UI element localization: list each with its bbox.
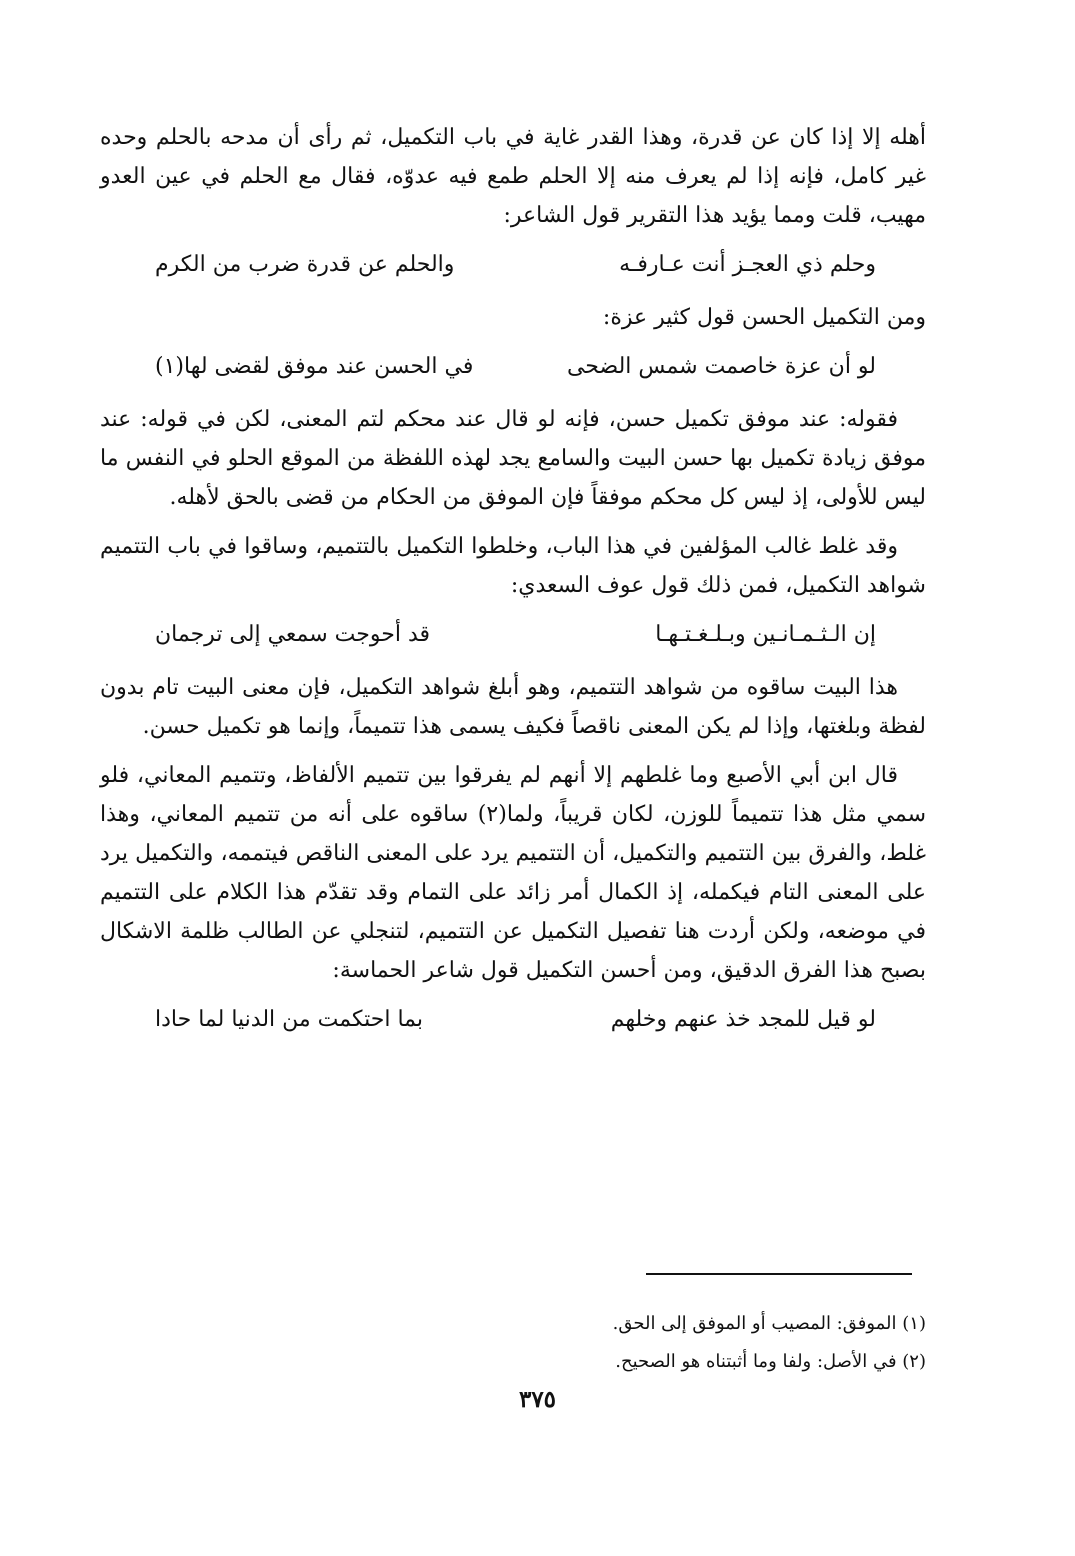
footnotes	[300, 1305, 926, 1381]
paragraph: قال ابن أبي الأصبع وما غلطهم إلا أنهم لم يفرقوا بين تتميم الألفاظ، وتتميم المعاني، فلو سمي مثل هذا تتميماً للوزن، لكان قريباً، ولما(٢) ساقوه على أنه من تتميم المعاني، وهذا غلط، والفرق بين التتميم والتكميل، أن التتميم يرد على المعنى الناقص فيتممه، والتكميل يرد على المعنى التام فيكمله، إذ الكمال أمر زائد على التمام وقد تقدّم هذا الكلام على التتميم في موضعه، ولكن أردت هنا تفصيل التكميل عن التتميم، لتنجلي عن الطالب ظلمة الاشكال بصبح هذا الفرق الدقيق، ومن أحسن التكميل قول شاعر الحماسة:	[100, 763, 927, 983]
verse-second-hemistich: قد أحوجت سمعي إلى ترجمان	[155, 622, 431, 647]
page-number: ٣٧٥	[518, 1386, 557, 1413]
verse-first-hemistich: إن الـثـمـانـين وبـلـغـتـهـا	[655, 622, 876, 647]
footnote-divider	[646, 1273, 912, 1275]
paragraph: وقد غلط غالب المؤلفين في هذا الباب، وخلطوا التكميل بالتتميم، وساقوا في باب التتميم شواهد التكميل، فمن ذلك قول عوف السعدي:	[100, 534, 926, 598]
verse-line	[100, 245, 926, 284]
verse-line	[100, 347, 926, 386]
footnote-1: (١) الموفق: المصيب أو الموفق إلى الحق.	[612, 1313, 926, 1334]
verse-first-hemistich: لو قيل للمجد خذ عنهم وخلهم	[610, 1007, 876, 1032]
verse-second-hemistich: في الحسن عند موفق لقضى لها(١)	[155, 354, 474, 379]
verse-second-hemistich: بما احتكمت من الدنيا لما حادا	[155, 1007, 424, 1032]
main-text	[100, 118, 926, 1053]
verse-line	[100, 1000, 926, 1039]
verse-line	[100, 615, 926, 654]
paragraph: فقوله: عند موفق تكميل حسن، فإنه لو قال عند محكم لتم المعنى، لكن في قوله: عند موفق زيادة تكميل بها حسن البيت والسامع يجد لهذه اللفظة من الموقع الحلو في النفس ما ليس للأولى، إذ ليس كل محكم موفقاً فإن الموفق من الحكام من قضى بالحق لأهله.	[100, 407, 926, 510]
verse-second-hemistich: والحلم عن قدرة ضرب من الكرم	[155, 252, 455, 277]
verse-first-hemistich: لو أن عزة خاصمت شمس الضحى	[566, 354, 876, 379]
footnote-2: (٢) في الأصل: ولفا وما أثبتناه هو الصحيح.	[615, 1351, 926, 1372]
paragraph: هذا البيت ساقوه من شواهد التتميم، وهو أبلغ شواهد التكميل، فإن معنى البيت تام بدون لفظة وبلغتها، وإذا لم يكن المعنى ناقصاً فكيف يسمى هذا تتميماً، وإنما هو تكميل حسن.	[100, 675, 926, 739]
paragraph: أهله إلا إذا كان عن قدرة، وهذا القدر غاية في باب التكميل، ثم رأى أن مدحه بالحلم وحده غير كامل، فإنه إذا لم يعرف منه إلا الحلم طمع فيه عدوّه، فقال مع الحلم في عين العدو مهيب، قلت ومما يؤيد هذا التقرير قول الشاعر:	[100, 125, 926, 228]
verse-first-hemistich: وحلم ذي العجـز أنت عـارفـه	[619, 252, 876, 277]
paragraph: ومن التكميل الحسن قول كثير عزة:	[602, 305, 926, 330]
